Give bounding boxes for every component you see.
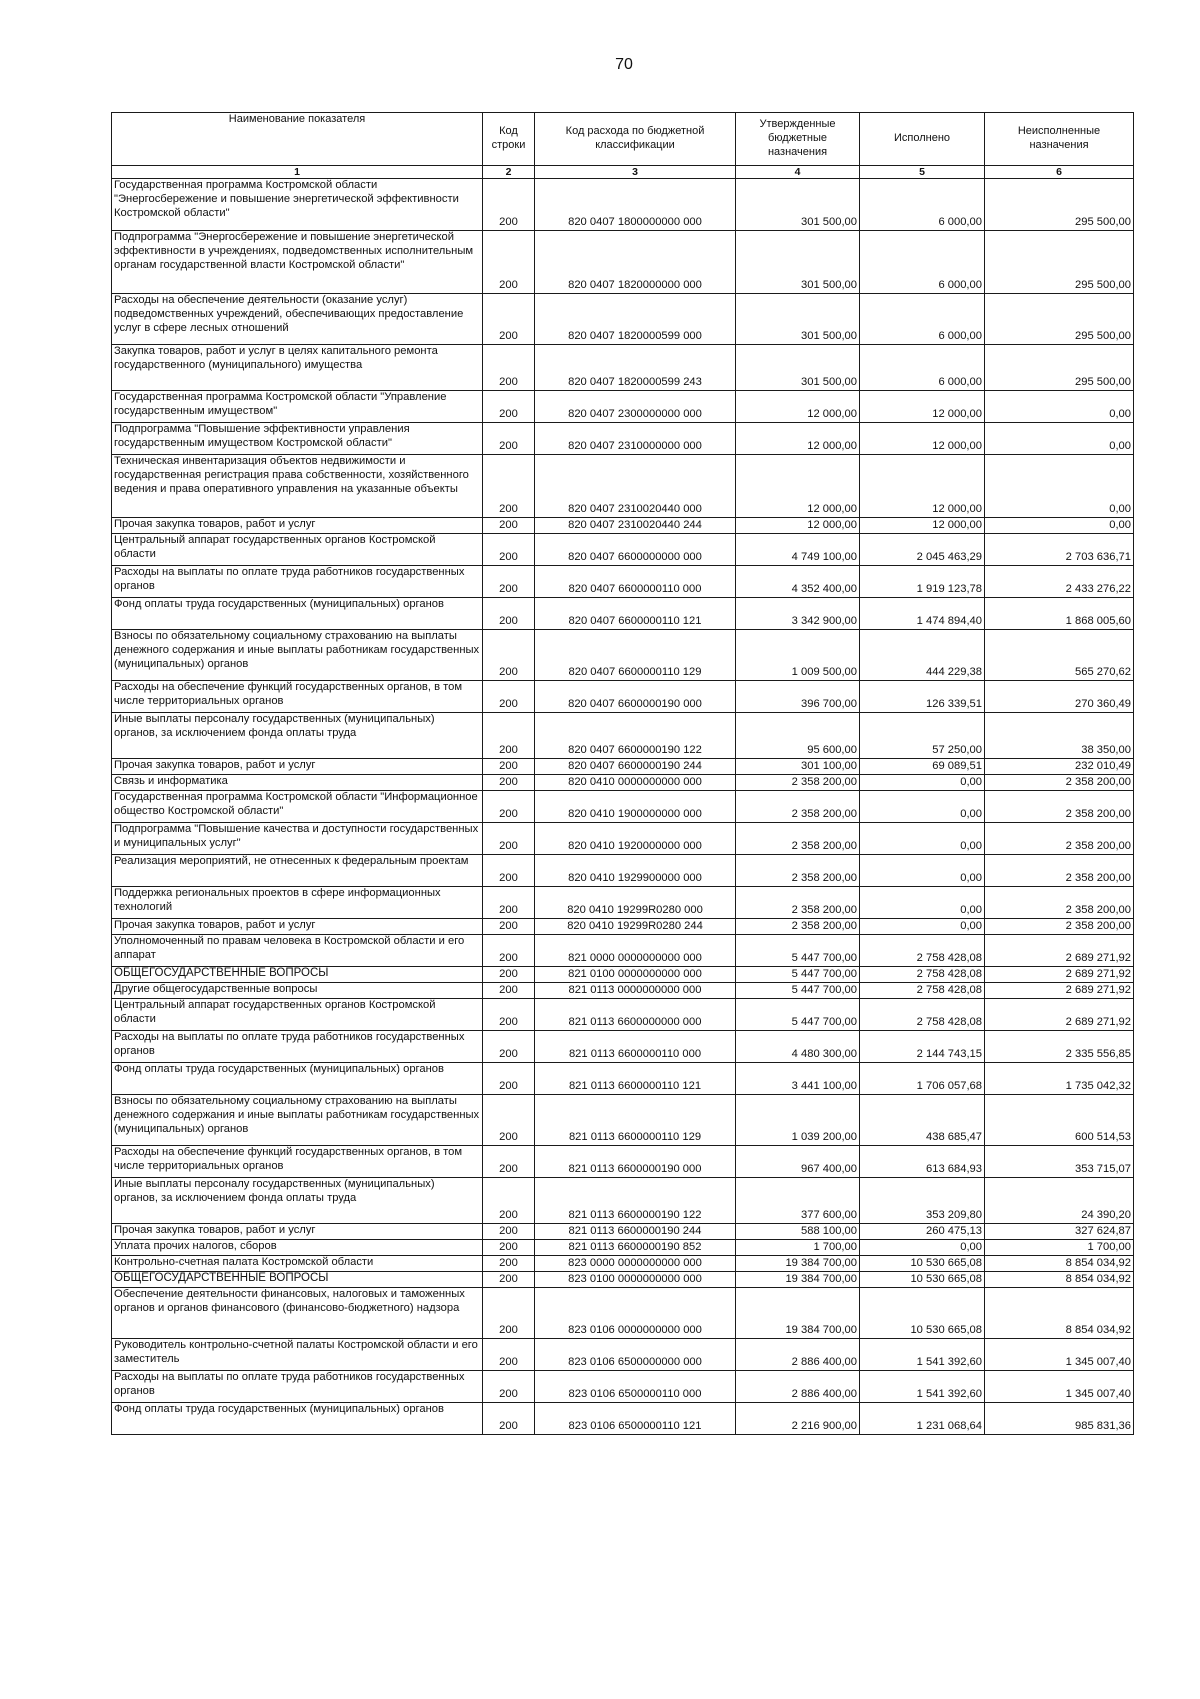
table-row xyxy=(112,345,1134,391)
cell-executed: 438 685,47 xyxy=(860,1095,985,1146)
cell-classification-code: 820 0410 1900000000 000 xyxy=(535,791,736,823)
cell-classification-code: 821 0113 0000000000 000 xyxy=(535,983,736,999)
cell-name: Взносы по обязательному социальному страхованию на выплаты денежного содержания и иные выплаты работникам государственных (муниципальных) органов xyxy=(112,630,483,681)
cell-unexecuted: 232 010,49 xyxy=(985,759,1134,775)
cell-name: Расходы на обеспечение деятельности (оказание услуг) подведомственных учреждений, обеспечивающих предоставление услуг в сфере лесных отношений xyxy=(112,294,483,345)
cell-classification-code: 820 0410 19299R0280 000 xyxy=(535,887,736,919)
cell-unexecuted: 8 854 034,92 xyxy=(985,1272,1134,1288)
cell-name: Подпрограмма "Повышение качества и доступности государственных и муниципальных услуг" xyxy=(112,823,483,855)
cell-executed: 0,00 xyxy=(860,823,985,855)
cell-name: Подпрограмма "Повышение эффективности управления государственным имуществом Костромской области" xyxy=(112,423,483,455)
cell-approved: 2 216 900,00 xyxy=(736,1403,860,1435)
cell-name: Техническая инвентаризация объектов недвижимости и государственная регистрация права собственности, хозяйственного ведения и права оперативного управления на указанные объекты xyxy=(112,455,483,518)
cell-approved: 1 009 500,00 xyxy=(736,630,860,681)
cell-row-code: 200 xyxy=(483,1403,535,1435)
cell-unexecuted: 0,00 xyxy=(985,518,1134,534)
table-row xyxy=(112,630,1134,681)
cell-executed: 0,00 xyxy=(860,919,985,935)
cell-executed: 2 758 428,08 xyxy=(860,935,985,967)
cell-name: Расходы на выплаты по оплате труда работников государственных органов xyxy=(112,1371,483,1403)
cell-row-code: 200 xyxy=(483,391,535,423)
cell-executed: 57 250,00 xyxy=(860,713,985,759)
cell-executed: 6 000,00 xyxy=(860,231,985,294)
table-row xyxy=(112,681,1134,713)
cell-unexecuted: 270 360,49 xyxy=(985,681,1134,713)
cell-row-code: 200 xyxy=(483,630,535,681)
cell-executed: 613 684,93 xyxy=(860,1146,985,1178)
page-number: 70 xyxy=(615,56,633,73)
cell-approved: 12 000,00 xyxy=(736,391,860,423)
cell-unexecuted: 8 854 034,92 xyxy=(985,1256,1134,1272)
cell-approved: 1 700,00 xyxy=(736,1240,860,1256)
cell-name: Фонд оплаты труда государственных (муниципальных) органов xyxy=(112,598,483,630)
cell-name: Расходы на выплаты по оплате труда работников государственных органов xyxy=(112,1031,483,1063)
cell-unexecuted: 2 703 636,71 xyxy=(985,534,1134,566)
cell-row-code: 200 xyxy=(483,566,535,598)
cell-name: Другие общегосударственные вопросы xyxy=(112,983,483,999)
cell-executed: 10 530 665,08 xyxy=(860,1288,985,1339)
cell-approved: 2 358 200,00 xyxy=(736,919,860,935)
table-row xyxy=(112,1095,1134,1146)
table-row xyxy=(112,887,1134,919)
table-row xyxy=(112,1339,1134,1371)
cell-unexecuted: 2 689 271,92 xyxy=(985,935,1134,967)
cell-classification-code: 820 0407 2300000000 000 xyxy=(535,391,736,423)
cell-unexecuted: 2 358 200,00 xyxy=(985,791,1134,823)
cell-row-code: 200 xyxy=(483,1031,535,1063)
cell-classification-code: 821 0113 6600000110 121 xyxy=(535,1063,736,1095)
cell-name: Уполномоченный по правам человека в Костромской области и его аппарат xyxy=(112,935,483,967)
cell-name: Иные выплаты персоналу государственных (муниципальных) органов, за исключением фонда оплаты труда xyxy=(112,713,483,759)
cell-approved: 2 358 200,00 xyxy=(736,791,860,823)
cell-classification-code: 820 0410 1920000000 000 xyxy=(535,823,736,855)
cell-executed: 12 000,00 xyxy=(860,391,985,423)
cell-classification-code: 820 0407 6600000190 244 xyxy=(535,759,736,775)
cell-approved: 301 500,00 xyxy=(736,345,860,391)
cell-row-code: 200 xyxy=(483,1063,535,1095)
cell-executed: 6 000,00 xyxy=(860,345,985,391)
cell-executed: 6 000,00 xyxy=(860,179,985,231)
table-row xyxy=(112,1146,1134,1178)
cell-name: Поддержка региональных проектов в сфере информационных технологий xyxy=(112,887,483,919)
cell-classification-code: 823 0106 6500000110 000 xyxy=(535,1371,736,1403)
cell-classification-code: 820 0407 6600000000 000 xyxy=(535,534,736,566)
table-row xyxy=(112,518,1134,534)
cell-row-code: 200 xyxy=(483,598,535,630)
cell-executed: 2 045 463,29 xyxy=(860,534,985,566)
table-header-row xyxy=(112,113,1134,166)
cell-executed: 0,00 xyxy=(860,775,985,791)
cell-name: Государственная программа Костромской области "Информационное общество Костромской области" xyxy=(112,791,483,823)
cell-unexecuted: 985 831,36 xyxy=(985,1403,1134,1435)
cell-row-code: 200 xyxy=(483,1371,535,1403)
header-classification-code: Код расхода по бюджетной классификации xyxy=(535,113,736,166)
cell-executed: 1 474 894,40 xyxy=(860,598,985,630)
table-row xyxy=(112,1256,1134,1272)
cell-classification-code: 820 0407 6600000110 121 xyxy=(535,598,736,630)
cell-approved: 2 886 400,00 xyxy=(736,1339,860,1371)
cell-row-code: 200 xyxy=(483,179,535,231)
cell-unexecuted: 600 514,53 xyxy=(985,1095,1134,1146)
cell-classification-code: 821 0113 6600000190 000 xyxy=(535,1146,736,1178)
cell-classification-code: 821 0113 6600000190 122 xyxy=(535,1178,736,1224)
cell-unexecuted: 295 500,00 xyxy=(985,345,1134,391)
cell-name: Государственная программа Костромской области "Энергосбережение и повышение энергетической эффективности Костромской области" xyxy=(112,179,483,231)
header-approved: Утвержденные бюджетные назначения xyxy=(736,113,860,166)
cell-executed: 12 000,00 xyxy=(860,423,985,455)
cell-unexecuted: 1 868 005,60 xyxy=(985,598,1134,630)
cell-row-code: 200 xyxy=(483,855,535,887)
table-row xyxy=(112,791,1134,823)
cell-unexecuted: 24 390,20 xyxy=(985,1178,1134,1224)
cell-row-code: 200 xyxy=(483,1224,535,1240)
cell-approved: 5 447 700,00 xyxy=(736,999,860,1031)
cell-approved: 301 500,00 xyxy=(736,294,860,345)
cell-executed: 6 000,00 xyxy=(860,294,985,345)
cell-row-code: 200 xyxy=(483,919,535,935)
cell-row-code: 200 xyxy=(483,518,535,534)
cell-name: Связь и информатика xyxy=(112,775,483,791)
cell-name: Прочая закупка товаров, работ и услуг xyxy=(112,759,483,775)
cell-executed: 444 229,38 xyxy=(860,630,985,681)
cell-row-code: 200 xyxy=(483,1240,535,1256)
cell-unexecuted: 1 700,00 xyxy=(985,1240,1134,1256)
cell-classification-code: 820 0410 0000000000 000 xyxy=(535,775,736,791)
cell-approved: 12 000,00 xyxy=(736,423,860,455)
cell-classification-code: 820 0407 6600000110 129 xyxy=(535,630,736,681)
cell-approved: 396 700,00 xyxy=(736,681,860,713)
cell-approved: 2 358 200,00 xyxy=(736,855,860,887)
cell-approved: 3 441 100,00 xyxy=(736,1063,860,1095)
table-body xyxy=(112,179,1134,1435)
cell-executed: 0,00 xyxy=(860,887,985,919)
cell-name: Прочая закупка товаров, работ и услуг xyxy=(112,1224,483,1240)
cell-name: Прочая закупка товаров, работ и услуг xyxy=(112,518,483,534)
cell-executed: 10 530 665,08 xyxy=(860,1256,985,1272)
cell-row-code: 200 xyxy=(483,423,535,455)
cell-classification-code: 820 0407 6600000190 000 xyxy=(535,681,736,713)
cell-unexecuted: 1 735 042,32 xyxy=(985,1063,1134,1095)
table-row xyxy=(112,1178,1134,1224)
cell-name: Центральный аппарат государственных органов Костромской области xyxy=(112,534,483,566)
cell-unexecuted: 565 270,62 xyxy=(985,630,1134,681)
cell-approved: 967 400,00 xyxy=(736,1146,860,1178)
cell-classification-code: 821 0113 6600000110 129 xyxy=(535,1095,736,1146)
cell-name: Фонд оплаты труда государственных (муниципальных) органов xyxy=(112,1063,483,1095)
cell-unexecuted: 8 854 034,92 xyxy=(985,1288,1134,1339)
header-unexecuted: Неисполненные назначения xyxy=(985,113,1134,166)
cell-row-code: 200 xyxy=(483,967,535,983)
cell-executed: 0,00 xyxy=(860,855,985,887)
table-row xyxy=(112,534,1134,566)
cell-approved: 301 500,00 xyxy=(736,179,860,231)
cell-unexecuted: 295 500,00 xyxy=(985,179,1134,231)
cell-approved: 377 600,00 xyxy=(736,1178,860,1224)
cell-name: Фонд оплаты труда государственных (муниципальных) органов xyxy=(112,1403,483,1435)
column-number: 2 xyxy=(483,166,535,179)
cell-classification-code: 820 0407 1820000599 000 xyxy=(535,294,736,345)
cell-classification-code: 823 0106 6500000000 000 xyxy=(535,1339,736,1371)
cell-executed: 69 089,51 xyxy=(860,759,985,775)
cell-unexecuted: 2 335 556,85 xyxy=(985,1031,1134,1063)
table-row xyxy=(112,1403,1134,1435)
cell-executed: 126 339,51 xyxy=(860,681,985,713)
cell-approved: 95 600,00 xyxy=(736,713,860,759)
cell-unexecuted: 1 345 007,40 xyxy=(985,1339,1134,1371)
cell-unexecuted: 2 433 276,22 xyxy=(985,566,1134,598)
header-executed: Исполнено xyxy=(860,113,985,166)
cell-unexecuted: 2 358 200,00 xyxy=(985,823,1134,855)
cell-row-code: 200 xyxy=(483,1146,535,1178)
cell-name: Взносы по обязательному социальному страхованию на выплаты денежного содержания и иные выплаты работникам государственных (муниципальных) органов xyxy=(112,1095,483,1146)
cell-approved: 5 447 700,00 xyxy=(736,935,860,967)
cell-executed: 0,00 xyxy=(860,1240,985,1256)
cell-executed: 10 530 665,08 xyxy=(860,1272,985,1288)
cell-name: Иные выплаты персоналу государственных (муниципальных) органов, за исключением фонда оплаты труда xyxy=(112,1178,483,1224)
header-row-code: Код строки xyxy=(483,113,535,166)
column-number: 3 xyxy=(535,166,736,179)
cell-classification-code: 820 0407 2310000000 000 xyxy=(535,423,736,455)
cell-unexecuted: 2 358 200,00 xyxy=(985,919,1134,935)
cell-row-code: 200 xyxy=(483,775,535,791)
cell-name: Прочая закупка товаров, работ и услуг xyxy=(112,919,483,935)
cell-approved: 4 480 300,00 xyxy=(736,1031,860,1063)
table-row xyxy=(112,566,1134,598)
cell-row-code: 200 xyxy=(483,935,535,967)
cell-row-code: 200 xyxy=(483,681,535,713)
cell-name: Расходы на обеспечение функций государственных органов, в том числе территориальных органов xyxy=(112,1146,483,1178)
table-row xyxy=(112,231,1134,294)
table-row xyxy=(112,1288,1134,1339)
cell-executed: 2 758 428,08 xyxy=(860,999,985,1031)
table-row xyxy=(112,1272,1134,1288)
cell-row-code: 200 xyxy=(483,455,535,518)
cell-row-code: 200 xyxy=(483,1095,535,1146)
cell-row-code: 200 xyxy=(483,345,535,391)
cell-row-code: 200 xyxy=(483,759,535,775)
cell-unexecuted: 2 358 200,00 xyxy=(985,855,1134,887)
cell-name: ОБЩЕГОСУДАРСТВЕННЫЕ ВОПРОСЫ xyxy=(112,967,483,983)
table-row xyxy=(112,855,1134,887)
cell-name: Реализация мероприятий, не отнесенных к федеральным проектам xyxy=(112,855,483,887)
column-number: 6 xyxy=(985,166,1134,179)
cell-classification-code: 823 0106 0000000000 000 xyxy=(535,1288,736,1339)
cell-executed: 12 000,00 xyxy=(860,455,985,518)
table-row xyxy=(112,391,1134,423)
cell-approved: 4 749 100,00 xyxy=(736,534,860,566)
cell-executed: 260 475,13 xyxy=(860,1224,985,1240)
table-row xyxy=(112,455,1134,518)
table-row xyxy=(112,1371,1134,1403)
cell-row-code: 200 xyxy=(483,791,535,823)
cell-row-code: 200 xyxy=(483,983,535,999)
table-row xyxy=(112,1063,1134,1095)
table-row xyxy=(112,823,1134,855)
cell-executed: 1 919 123,78 xyxy=(860,566,985,598)
cell-executed: 353 209,80 xyxy=(860,1178,985,1224)
cell-row-code: 200 xyxy=(483,1256,535,1272)
cell-name: ОБЩЕГОСУДАРСТВЕННЫЕ ВОПРОСЫ xyxy=(112,1272,483,1288)
cell-classification-code: 820 0407 1800000000 000 xyxy=(535,179,736,231)
cell-classification-code: 823 0100 0000000000 000 xyxy=(535,1272,736,1288)
cell-row-code: 200 xyxy=(483,1339,535,1371)
cell-approved: 1 039 200,00 xyxy=(736,1095,860,1146)
cell-executed: 2 758 428,08 xyxy=(860,967,985,983)
table-row xyxy=(112,967,1134,983)
cell-approved: 2 358 200,00 xyxy=(736,823,860,855)
cell-unexecuted: 2 358 200,00 xyxy=(985,887,1134,919)
cell-unexecuted: 2 689 271,92 xyxy=(985,967,1134,983)
cell-executed: 2 144 743,15 xyxy=(860,1031,985,1063)
cell-row-code: 200 xyxy=(483,231,535,294)
cell-classification-code: 820 0407 1820000599 243 xyxy=(535,345,736,391)
cell-name: Государственная программа Костромской области "Управление государственным имуществом" xyxy=(112,391,483,423)
cell-classification-code: 820 0407 1820000000 000 xyxy=(535,231,736,294)
cell-approved: 2 886 400,00 xyxy=(736,1371,860,1403)
cell-approved: 12 000,00 xyxy=(736,518,860,534)
table-row xyxy=(112,294,1134,345)
table-row xyxy=(112,1031,1134,1063)
table-row xyxy=(112,713,1134,759)
cell-unexecuted: 327 624,87 xyxy=(985,1224,1134,1240)
cell-executed: 1 231 068,64 xyxy=(860,1403,985,1435)
cell-unexecuted: 38 350,00 xyxy=(985,713,1134,759)
cell-unexecuted: 1 345 007,40 xyxy=(985,1371,1134,1403)
cell-name: Уплата прочих налогов, сборов xyxy=(112,1240,483,1256)
cell-executed: 2 758 428,08 xyxy=(860,983,985,999)
cell-row-code: 200 xyxy=(483,294,535,345)
cell-unexecuted: 0,00 xyxy=(985,455,1134,518)
table-row xyxy=(112,179,1134,231)
cell-unexecuted: 2 358 200,00 xyxy=(985,775,1134,791)
cell-name: Контрольно-счетная палата Костромской области xyxy=(112,1256,483,1272)
table-row xyxy=(112,999,1134,1031)
cell-name: Расходы на выплаты по оплате труда работников государственных органов xyxy=(112,566,483,598)
cell-approved: 2 358 200,00 xyxy=(736,887,860,919)
table-row xyxy=(112,1240,1134,1256)
cell-classification-code: 820 0410 1929900000 000 xyxy=(535,855,736,887)
column-number: 4 xyxy=(736,166,860,179)
cell-approved: 5 447 700,00 xyxy=(736,983,860,999)
cell-name: Обеспечение деятельности финансовых, налоговых и таможенных органов и органов финансового (финансово-бюджетного) надзора xyxy=(112,1288,483,1339)
column-number: 1 xyxy=(112,166,483,179)
cell-approved: 5 447 700,00 xyxy=(736,967,860,983)
cell-name: Расходы на обеспечение функций государственных органов, в том числе территориальных органов xyxy=(112,681,483,713)
cell-executed: 12 000,00 xyxy=(860,518,985,534)
table-row xyxy=(112,1224,1134,1240)
cell-row-code: 200 xyxy=(483,999,535,1031)
table-row xyxy=(112,423,1134,455)
cell-classification-code: 821 0113 6600000110 000 xyxy=(535,1031,736,1063)
table-row xyxy=(112,983,1134,999)
cell-approved: 12 000,00 xyxy=(736,455,860,518)
cell-row-code: 200 xyxy=(483,1178,535,1224)
cell-row-code: 200 xyxy=(483,887,535,919)
cell-classification-code: 821 0100 0000000000 000 xyxy=(535,967,736,983)
cell-executed: 1 706 057,68 xyxy=(860,1063,985,1095)
cell-name: Руководитель контрольно-счетной палаты Костромской области и его заместитель xyxy=(112,1339,483,1371)
cell-classification-code: 820 0410 19299R0280 244 xyxy=(535,919,736,935)
cell-classification-code: 821 0000 0000000000 000 xyxy=(535,935,736,967)
cell-unexecuted: 2 689 271,92 xyxy=(985,983,1134,999)
table-row xyxy=(112,919,1134,935)
table-row xyxy=(112,775,1134,791)
cell-unexecuted: 353 715,07 xyxy=(985,1146,1134,1178)
cell-classification-code: 821 0113 6600000190 852 xyxy=(535,1240,736,1256)
cell-executed: 1 541 392,60 xyxy=(860,1371,985,1403)
cell-row-code: 200 xyxy=(483,823,535,855)
cell-row-code: 200 xyxy=(483,713,535,759)
cell-row-code: 200 xyxy=(483,534,535,566)
cell-approved: 301 500,00 xyxy=(736,231,860,294)
cell-classification-code: 820 0407 2310020440 244 xyxy=(535,518,736,534)
cell-row-code: 200 xyxy=(483,1288,535,1339)
cell-unexecuted: 295 500,00 xyxy=(985,294,1134,345)
cell-name: Подпрограмма "Энергосбережение и повышение энергетической эффективности в учреждениях, подведомственных исполнительным органам государственной власти Костромской области" xyxy=(112,231,483,294)
cell-classification-code: 823 0000 0000000000 000 xyxy=(535,1256,736,1272)
table-row xyxy=(112,759,1134,775)
cell-executed: 0,00 xyxy=(860,791,985,823)
cell-approved: 588 100,00 xyxy=(736,1224,860,1240)
cell-approved: 3 342 900,00 xyxy=(736,598,860,630)
cell-classification-code: 821 0113 6600000000 000 xyxy=(535,999,736,1031)
cell-classification-code: 823 0106 6500000110 121 xyxy=(535,1403,736,1435)
header-indicator-name: Наименование показателя xyxy=(112,113,483,166)
cell-approved: 19 384 700,00 xyxy=(736,1256,860,1272)
budget-execution-table xyxy=(111,112,1134,1435)
cell-approved: 2 358 200,00 xyxy=(736,775,860,791)
cell-unexecuted: 2 689 271,92 xyxy=(985,999,1134,1031)
cell-name: Закупка товаров, работ и услуг в целях капитального ремонта государственного (муниципального) имущества xyxy=(112,345,483,391)
cell-approved: 301 100,00 xyxy=(736,759,860,775)
cell-classification-code: 821 0113 6600000190 244 xyxy=(535,1224,736,1240)
cell-approved: 19 384 700,00 xyxy=(736,1272,860,1288)
cell-unexecuted: 295 500,00 xyxy=(985,231,1134,294)
cell-classification-code: 820 0407 6600000110 000 xyxy=(535,566,736,598)
column-numbers-row xyxy=(112,166,1134,179)
table-row xyxy=(112,598,1134,630)
cell-unexecuted: 0,00 xyxy=(985,391,1134,423)
cell-classification-code: 820 0407 6600000190 122 xyxy=(535,713,736,759)
column-number: 5 xyxy=(860,166,985,179)
cell-row-code: 200 xyxy=(483,1272,535,1288)
cell-name: Центральный аппарат государственных органов Костромской области xyxy=(112,999,483,1031)
cell-classification-code: 820 0407 2310020440 000 xyxy=(535,455,736,518)
cell-approved: 4 352 400,00 xyxy=(736,566,860,598)
cell-approved: 19 384 700,00 xyxy=(736,1288,860,1339)
table-row xyxy=(112,935,1134,967)
cell-unexecuted: 0,00 xyxy=(985,423,1134,455)
cell-executed: 1 541 392,60 xyxy=(860,1339,985,1371)
